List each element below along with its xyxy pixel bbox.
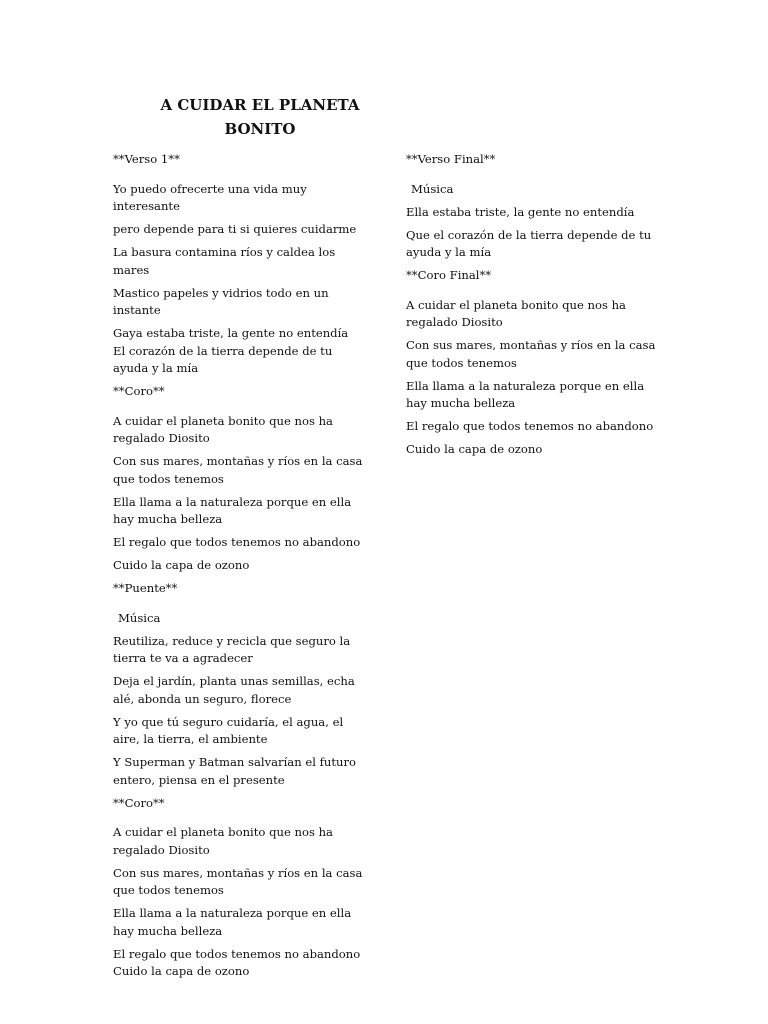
coro2-heading: **Coro** [113,795,165,810]
puente-line: Reutiliza, reduce y recicla que seguro la tierra te va a agradecer [113,633,351,665]
coro-line: Ella llama a la naturaleza porque en ella hay mucha belleza [113,494,352,526]
coro2-line: Con sus mares, montañas y ríos en la casa que todos tenemos [113,865,363,897]
coro-final-line: Con sus mares, montañas y ríos en la casa que todos tenemos [406,338,656,370]
verso1-line: Mastico papeles y vidrios todo en un instante [113,285,329,317]
coro-line: A cuidar el planeta bonito que nos ha regalado Diosito [113,413,333,445]
coro-final-line: Cuido la capa de ozono [406,442,543,456]
verso-final-heading: **Verso Final** [406,152,496,166]
verso1-line: El corazón de la tierra depende de tu ayuda y la mía [113,343,333,375]
verso1-line: pero depende para ti si quieres cuidarme [113,222,357,236]
verso-final-line: Ella estaba triste, la gente no entendía [406,204,635,219]
title-line-1: A CUIDAR EL PLANETA [160,96,360,114]
puente-line: Deja el jardín, planta unas semillas, echa alé, abonda un seguro, florece [113,674,355,706]
coro-heading: **Coro** [113,384,165,398]
coro2-line: Cuido la capa de ozono [113,964,250,978]
puente-music-label: Música [118,610,161,625]
coro2-line: A cuidar el planeta bonito que nos ha regalado Diosito [113,825,333,857]
left-column [113,151,371,986]
coro-line: El regalo que todos tenemos no abandono [113,535,361,549]
verso1-line: La basura contamina ríos y caldea los mares [113,245,336,277]
verso1-line: Yo puedo ofrecerte una vida muy interesante [113,181,307,213]
song-title [150,93,370,141]
verso1-heading: **Verso 1** [113,152,180,166]
verso-final-music-label: Música [411,181,454,196]
verso-final-line: Que el corazón de la tierra depende de tu ayuda y la mía [406,227,652,259]
coro-line: Con sus mares, montañas y ríos en la casa que todos tenemos [113,454,363,486]
puente-line: Y yo que tú seguro cuidaría, el agua, el aire, la tierra, el ambiente [113,714,344,746]
coro-final-heading: **Coro Final** [406,268,492,282]
coro-final-line: Ella llama a la naturaleza porque en ella hay mucha belleza [406,378,645,410]
title-line-2: BONITO [224,120,296,138]
coro2-line: El regalo que todos tenemos no abandono [113,946,361,961]
coro2-line: Ella llama a la naturaleza porque en ella hay mucha belleza [113,906,352,938]
verso1-line: Gaya estaba triste, la gente no entendía [113,326,349,340]
coro-final-line: El regalo que todos tenemos no abandono [406,419,654,433]
right-column [406,151,664,464]
coro-final-line: A cuidar el planeta bonito que nos ha regalado Diosito [406,297,626,329]
coro-line: Cuido la capa de ozono [113,558,250,572]
puente-line: Y Superman y Batman salvarían el futuro entero, piensa en el presente [113,755,357,787]
puente-heading: **Puente** [113,581,178,595]
